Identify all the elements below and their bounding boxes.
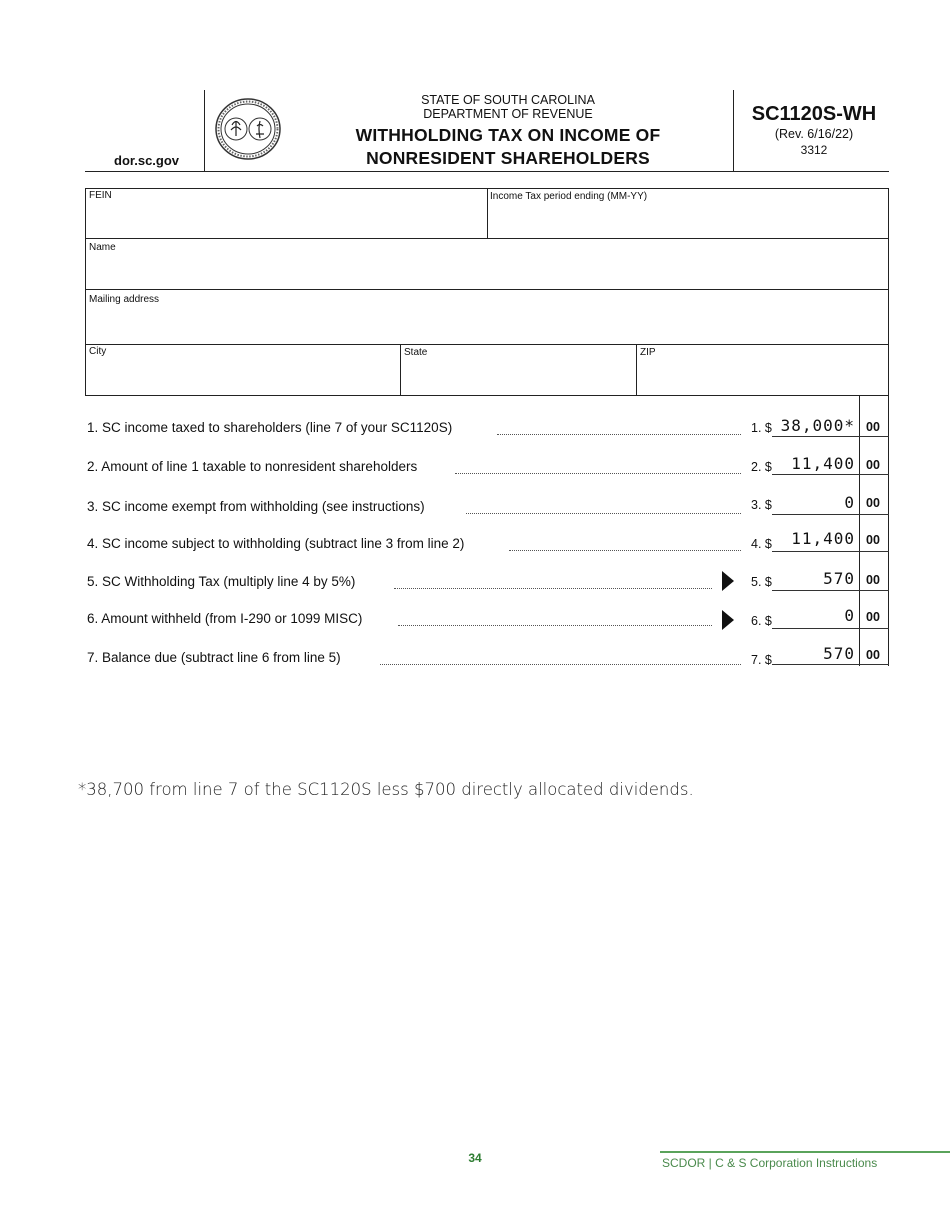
fein-field[interactable]: FEIN (89, 190, 112, 201)
field-divider (85, 344, 889, 345)
name-field[interactable]: Name (89, 242, 116, 253)
line-7-text: 7. Balance due (subtract line 6 from line 5) (87, 650, 341, 665)
line-3-value[interactable]: 0 (844, 493, 855, 512)
line-4-text: 4. SC income subject to withholding (subtract line 3 from line 2) (87, 536, 465, 551)
leader-dots (455, 463, 741, 474)
field-divider (85, 289, 889, 290)
period-field[interactable]: Income Tax period ending (MM-YY) (490, 191, 648, 202)
line-6-underline (772, 628, 889, 629)
form-id: SC1120S-WH (751, 103, 877, 125)
line-5-value[interactable]: 570 (823, 569, 855, 588)
line-2-text: 2. Amount of line 1 taxable to nonresident shareholders (87, 459, 418, 474)
form-title (310, 124, 706, 170)
line-4-number: 4. $ (751, 537, 772, 551)
line-3-text: 3. SC income exempt from withholding (see instructions) (87, 499, 425, 514)
state-name: STATE OF SOUTH CAROLINA (421, 93, 595, 107)
form-code: 3312 (800, 143, 828, 157)
header-divider (204, 90, 205, 171)
line-5-number: 5. $ (751, 575, 772, 589)
arrow-icon (722, 571, 734, 591)
line-6-text: 6. Amount withheld (from I-290 or 1099 MISC) (87, 611, 363, 626)
city-field[interactable]: City (89, 346, 107, 357)
field-divider (85, 238, 889, 239)
line-5-cents: 00 (866, 573, 880, 587)
header-rule (85, 171, 889, 172)
line-5-text: 5. SC Withholding Tax (multiply line 4 by 5%) (87, 574, 356, 589)
header-divider (733, 90, 734, 171)
form-title-line1: WITHHOLDING TAX ON INCOME OF (355, 125, 661, 145)
line-6-number: 6. $ (751, 614, 772, 628)
line-5-underline (772, 590, 889, 591)
line-1-value[interactable]: 38,000* (780, 416, 855, 435)
line-4-cents: 00 (866, 533, 880, 547)
line-7-cents: 00 (866, 648, 880, 662)
line-1-text: 1. SC income taxed to shareholders (line 7 of your SC1120S) (87, 420, 453, 435)
arrow-icon (722, 610, 734, 630)
department-name: DEPARTMENT OF REVENUE (423, 107, 593, 121)
line-6-cents: 00 (866, 610, 880, 624)
line-2-cents: 00 (866, 458, 880, 472)
form-revision: (Rev. 6/16/22) (774, 127, 854, 141)
footer-rule (660, 1151, 950, 1153)
field-divider (636, 344, 637, 396)
page-number: 34 (468, 1151, 482, 1165)
zip-field[interactable]: ZIP (640, 347, 656, 358)
leader-dots (398, 615, 712, 626)
leader-dots (394, 578, 712, 589)
line-3-cents: 00 (866, 496, 880, 510)
line-4-value[interactable]: 11,400 (791, 529, 855, 548)
line-1-cents: 00 (866, 420, 880, 434)
address-field[interactable]: Mailing address (89, 294, 160, 305)
state-field[interactable]: State (404, 347, 428, 358)
line-6-value[interactable]: 0 (844, 606, 855, 625)
field-divider (487, 188, 488, 238)
line-2-value[interactable]: 11,400 (791, 454, 855, 473)
website: dor.sc.gov (114, 153, 180, 168)
leader-dots (509, 540, 741, 551)
field-divider (400, 344, 401, 396)
footnote: *38,700 from line 7 of the SC1120S less $700 directly allocated dividends. (78, 780, 694, 799)
line-7-underline (772, 664, 889, 665)
line-1-underline (772, 436, 889, 437)
leader-dots (380, 654, 741, 665)
form-title-line2: NONRESIDENT SHAREHOLDERS (366, 148, 650, 168)
line-2-underline (772, 474, 889, 475)
footer-text: SCDOR | C & S Corporation Instructions (662, 1156, 878, 1170)
leader-dots (497, 424, 741, 435)
line-4-underline (772, 551, 889, 552)
line-3-underline (772, 514, 889, 515)
line-3-number: 3. $ (751, 498, 772, 512)
line-2-number: 2. $ (751, 460, 772, 474)
line-7-number: 7. $ (751, 653, 772, 667)
line-1-number: 1. $ (751, 421, 772, 435)
leader-dots (466, 503, 741, 514)
state-seal-icon (215, 98, 281, 160)
line-7-value[interactable]: 570 (823, 644, 855, 663)
